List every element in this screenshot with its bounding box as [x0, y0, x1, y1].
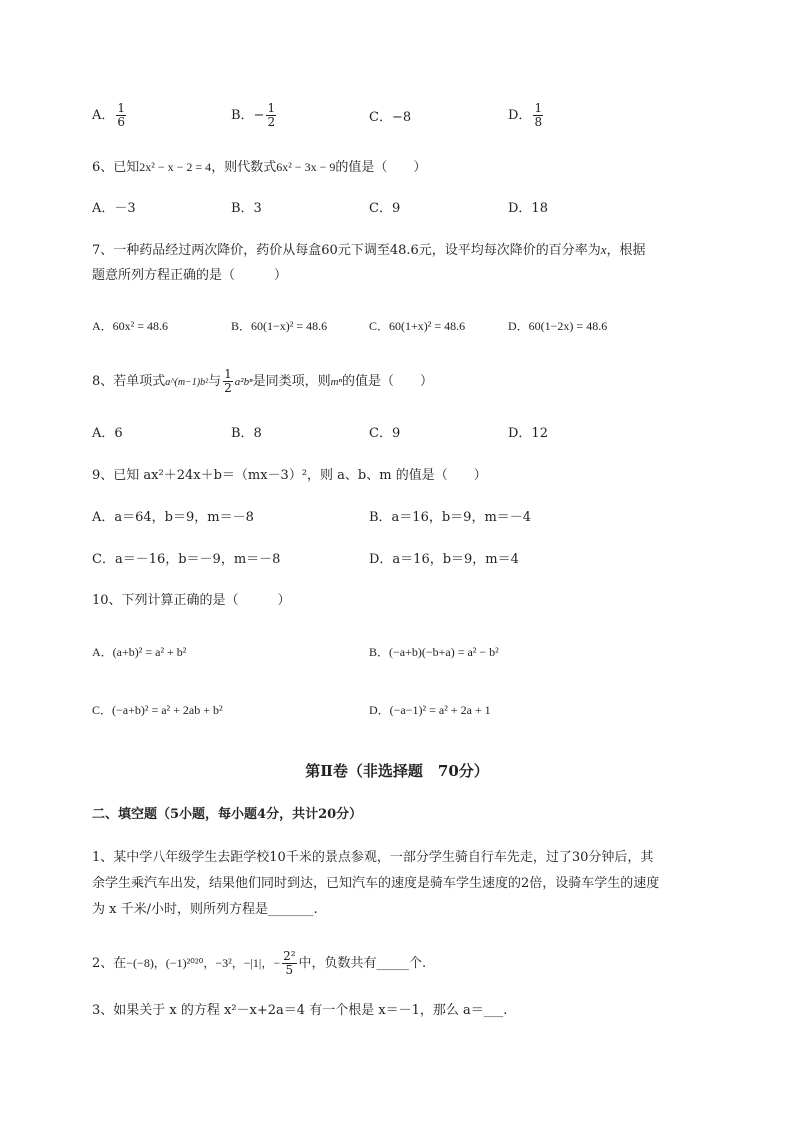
- q8-option-d: D．12: [508, 426, 548, 441]
- q9-option-d: D．a＝16，b＝9，m＝4: [369, 552, 519, 567]
- q9-option-c: C．a＝－16，b＝－9，m＝－8: [92, 552, 281, 567]
- question-text: ，根据: [606, 243, 646, 258]
- q7-option-d: D．60(1−2x) = 48.6: [508, 319, 608, 333]
- fraction: [282, 950, 296, 977]
- q7-option-b: B．60(1−x)² = 48.6: [231, 319, 328, 333]
- fraction: [223, 368, 233, 395]
- q9-option-b: B．a＝16，b＝9，m＝－4: [369, 510, 532, 525]
- monomial: a^(m−1)b²: [165, 377, 209, 388]
- q8-option-b: B．8: [231, 426, 262, 441]
- numerator: 1: [117, 101, 126, 115]
- option-label: B．−: [231, 108, 265, 123]
- numerator: 1: [534, 101, 543, 115]
- expression: 6x² − 3x − 9: [276, 160, 336, 174]
- question-7-line-2: 题意所列方程正确的是（ ）: [92, 268, 288, 283]
- fraction: [116, 102, 126, 129]
- fill-1-line-3: 为 x 千米/小时，则所列方程是_______.: [92, 902, 318, 917]
- q7-option-a: A．60x² = 48.6: [92, 319, 169, 333]
- denominator: 6: [117, 115, 126, 129]
- question-text: ，则代数式: [211, 160, 277, 175]
- question-text: 6、已知: [92, 160, 140, 175]
- question-text: 中，负数共有_____个.: [298, 956, 427, 971]
- q10-option-d: D．(−a−1)² = a² + 2a + 1: [369, 703, 491, 717]
- denominator: 8: [534, 115, 543, 129]
- question-text: 2、在: [92, 956, 127, 971]
- q6-option-d: D．18: [508, 201, 548, 216]
- question-8: [92, 368, 433, 395]
- variable: x: [600, 242, 607, 257]
- question-10: 10、下列计算正确的是（ ）: [92, 593, 291, 608]
- denominator: 2: [267, 115, 276, 129]
- q10-option-a: A．(a+b)² = a² + b²: [92, 645, 187, 659]
- question-text: 是同类项，则: [252, 374, 331, 389]
- q5-option-c: C．−8: [369, 110, 412, 125]
- question-text: 与: [208, 374, 222, 389]
- monomial: a²bⁿ: [234, 376, 253, 388]
- fill-2: [92, 950, 426, 977]
- question-text: 的值是（ ）: [335, 160, 427, 175]
- part-heading: 二、填空题（5小题，每小题4分，共计20分）: [92, 807, 363, 822]
- q5-option-b: [231, 102, 278, 129]
- denominator: 2: [224, 381, 232, 395]
- numerator: 2²: [283, 949, 296, 963]
- fill-1-line-2: 余学生乘汽车出发，结果他们同时到达，已知汽车的速度是骑车学生速度的2倍，设骑车学生的速度: [92, 876, 660, 891]
- q5-option-d: [508, 102, 545, 129]
- question-7-line-1: [92, 241, 646, 260]
- fraction: [266, 102, 276, 129]
- numerator: 1: [224, 367, 232, 381]
- q8-option-a: A．6: [92, 426, 123, 441]
- q9-option-a: A．a＝64，b＝9，m＝－8: [92, 510, 254, 525]
- q8-option-c: C．9: [369, 426, 401, 441]
- q7-option-c: C．60(1+x)² = 48.6: [369, 319, 466, 333]
- fill-3: 3、如果关于 x 的方程 x²－x+2a＝4 有一个根是 x＝－1，那么 a＝___.: [92, 1003, 508, 1018]
- question-6: [92, 158, 426, 177]
- q5-option-a: [92, 102, 128, 129]
- power-expression: mⁿ: [330, 376, 342, 388]
- q10-option-c: C．(−a+b)² = a² + 2ab + b²: [92, 703, 223, 717]
- question-text: 7、一种药品经过两次降价，药价从每盒60元下调至48.6元，设平均每次降价的百分率为: [92, 243, 601, 258]
- fill-1-line-1: 1、某中学八年级学生去距学校10千米的景点参观，一部分学生骑自行车先走，过了30分钟后，其: [92, 850, 654, 865]
- section-title: 第Ⅱ卷（非选择题 70分）: [305, 762, 489, 780]
- number-list: −(−8)，(−1)²⁰²⁰，−3²，−|1|，−: [126, 956, 281, 970]
- question-text: 8、若单项式: [92, 374, 166, 389]
- q6-option-a: A．－3: [92, 201, 136, 216]
- option-label: A．: [92, 108, 115, 123]
- q6-option-b: B．3: [231, 201, 262, 216]
- q6-option-c: C．9: [369, 201, 401, 216]
- question-9: 9、已知 ax²＋24x＋b＝（mx－3）²，则 a、b、m 的值是（ ）: [92, 468, 487, 483]
- fraction: [533, 102, 543, 129]
- numerator: 1: [267, 101, 276, 115]
- denominator: 5: [285, 963, 294, 977]
- q10-option-b: B．(−a+b)(−b+a) = a² − b²: [369, 645, 499, 659]
- question-text: 的值是（ ）: [342, 374, 434, 389]
- equation: 2x² − x − 2 = 4: [139, 160, 212, 174]
- option-label: D．: [508, 108, 532, 123]
